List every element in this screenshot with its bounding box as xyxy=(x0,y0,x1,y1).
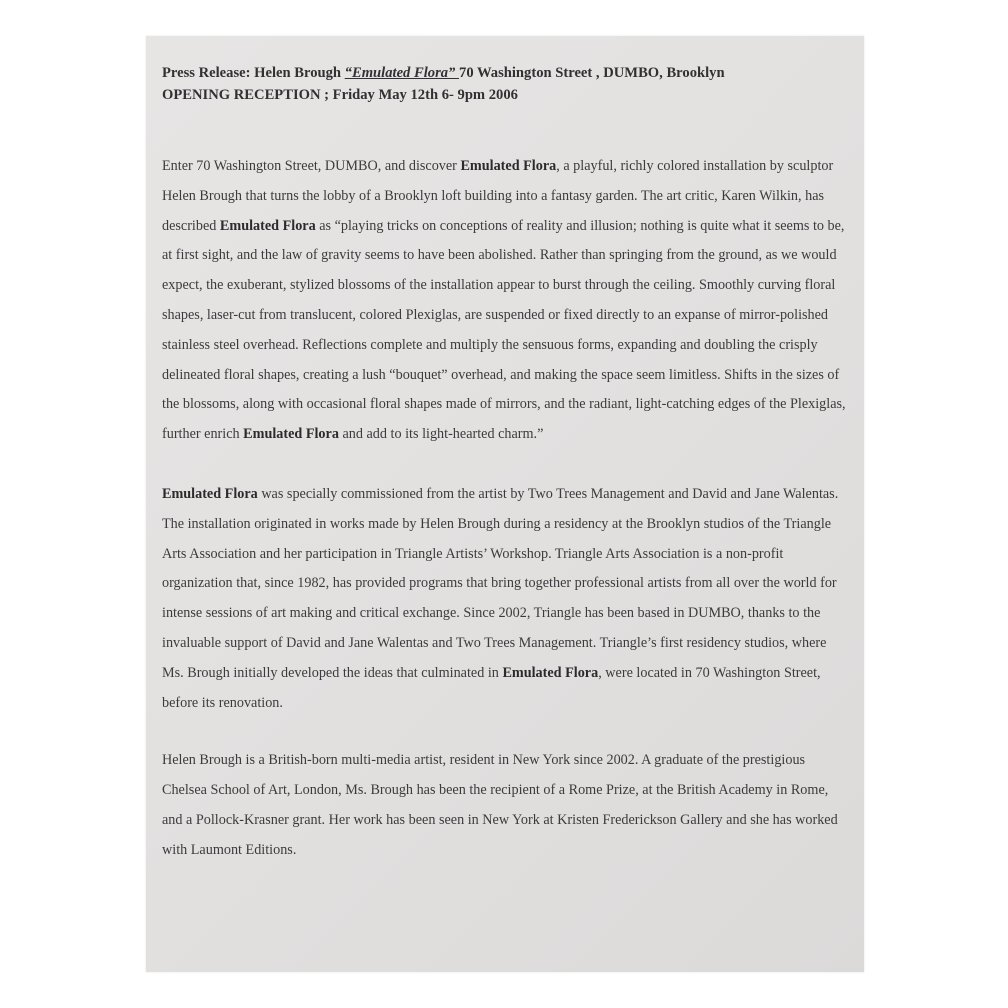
page-content xyxy=(162,62,846,866)
header-prefix: Press Release: Helen Brough xyxy=(162,65,345,81)
press-release-page xyxy=(146,36,864,972)
paragraph-artist-bio xyxy=(162,746,846,865)
header-location: 70 Washington Street , DUMBO, Brooklyn xyxy=(459,65,725,81)
bold-title: Emulated Flora xyxy=(219,217,316,234)
header-line-1 xyxy=(162,62,846,84)
text-segment: as “playing tricks on conceptions of reality and illusion; nothing is quite what it seems to be, at first sight, and the law of gravity seems to have been abolished. Rather than springing from the ground, as we would expect, the exuberant, stylized blossoms of the installation appear to burst through the ceiling. Smoothly curving floral shapes, laser-cut from translucent, colored Plexiglas, are suspended or fixed directly to an expanse of mirror-polished stainless steel overhead. Reflections complete and multiply the sensuous forms, expanding and doubling the crisply delineated floral shapes, creating a lush “bouquet” overhead, and making the space seem limitless. Shifts in the sizes of the blossoms, along with occasional floral shapes made of mirrors, and the radiant, light-catching edges of the Plexiglas, further enrich xyxy=(162,217,846,443)
text-segment: Helen Brough is a British-born multi-media artist, resident in New York since 2002. A graduate of the prestigious Chelsea School of Art, London, Ms. Brough has been the recipient of a Rome Prize, at the British Academy in Rome, and a Pollock-Krasner grant. Her work has been seen in New York at Kristen Frederickson Gallery and she has worked with Laumont Editions. xyxy=(162,752,838,858)
bold-title: Emulated Flora xyxy=(243,426,339,443)
bold-title: Emulated Flora xyxy=(162,485,258,502)
bold-title: Emulated Flora xyxy=(502,664,599,681)
header-line-2: OPENING RECEPTION ; Friday May 12th 6- 9pm 2006 xyxy=(162,87,518,103)
bold-title: Emulated Flora xyxy=(460,158,557,174)
paragraph-intro xyxy=(162,152,846,450)
text-segment: , were located in 70 Washington Street, before its renovation. xyxy=(162,664,821,711)
text-segment: and add to its light-hearted charm.” xyxy=(338,426,544,443)
exhibition-title: “Emulated Flora” xyxy=(344,65,460,81)
text-segment: was specially commissioned from the artist by Two Trees Management and David and Jane Walentas. The installation originated in works made by Helen Brough during a residency at the Brooklyn studios of the Triangle Arts Association and her participation in Triangle Artists’ Workshop. Triangle Arts Association is a non-profit organization that, since 1982, has provided programs that bring together professional artists from all over the world for intense sessions of art making and critical exchange. Since 2002, Triangle has been based in DUMBO, thanks to the invaluable support of David and Jane Walentas and Two Trees Management. Triangle’s first residency studios, where Ms. Brough initially developed the ideas that culminated in xyxy=(162,485,839,681)
paragraph-commission xyxy=(162,480,846,718)
text-segment: , a playful, richly colored installation by sculptor Helen Brough that turns the lobby of a Brooklyn loft building into a fantasy garden. The art critic, Karen Wilkin, has described xyxy=(162,158,834,234)
release-header xyxy=(162,62,846,106)
text-segment: Enter 70 Washington Street, DUMBO, and discover xyxy=(162,158,461,174)
